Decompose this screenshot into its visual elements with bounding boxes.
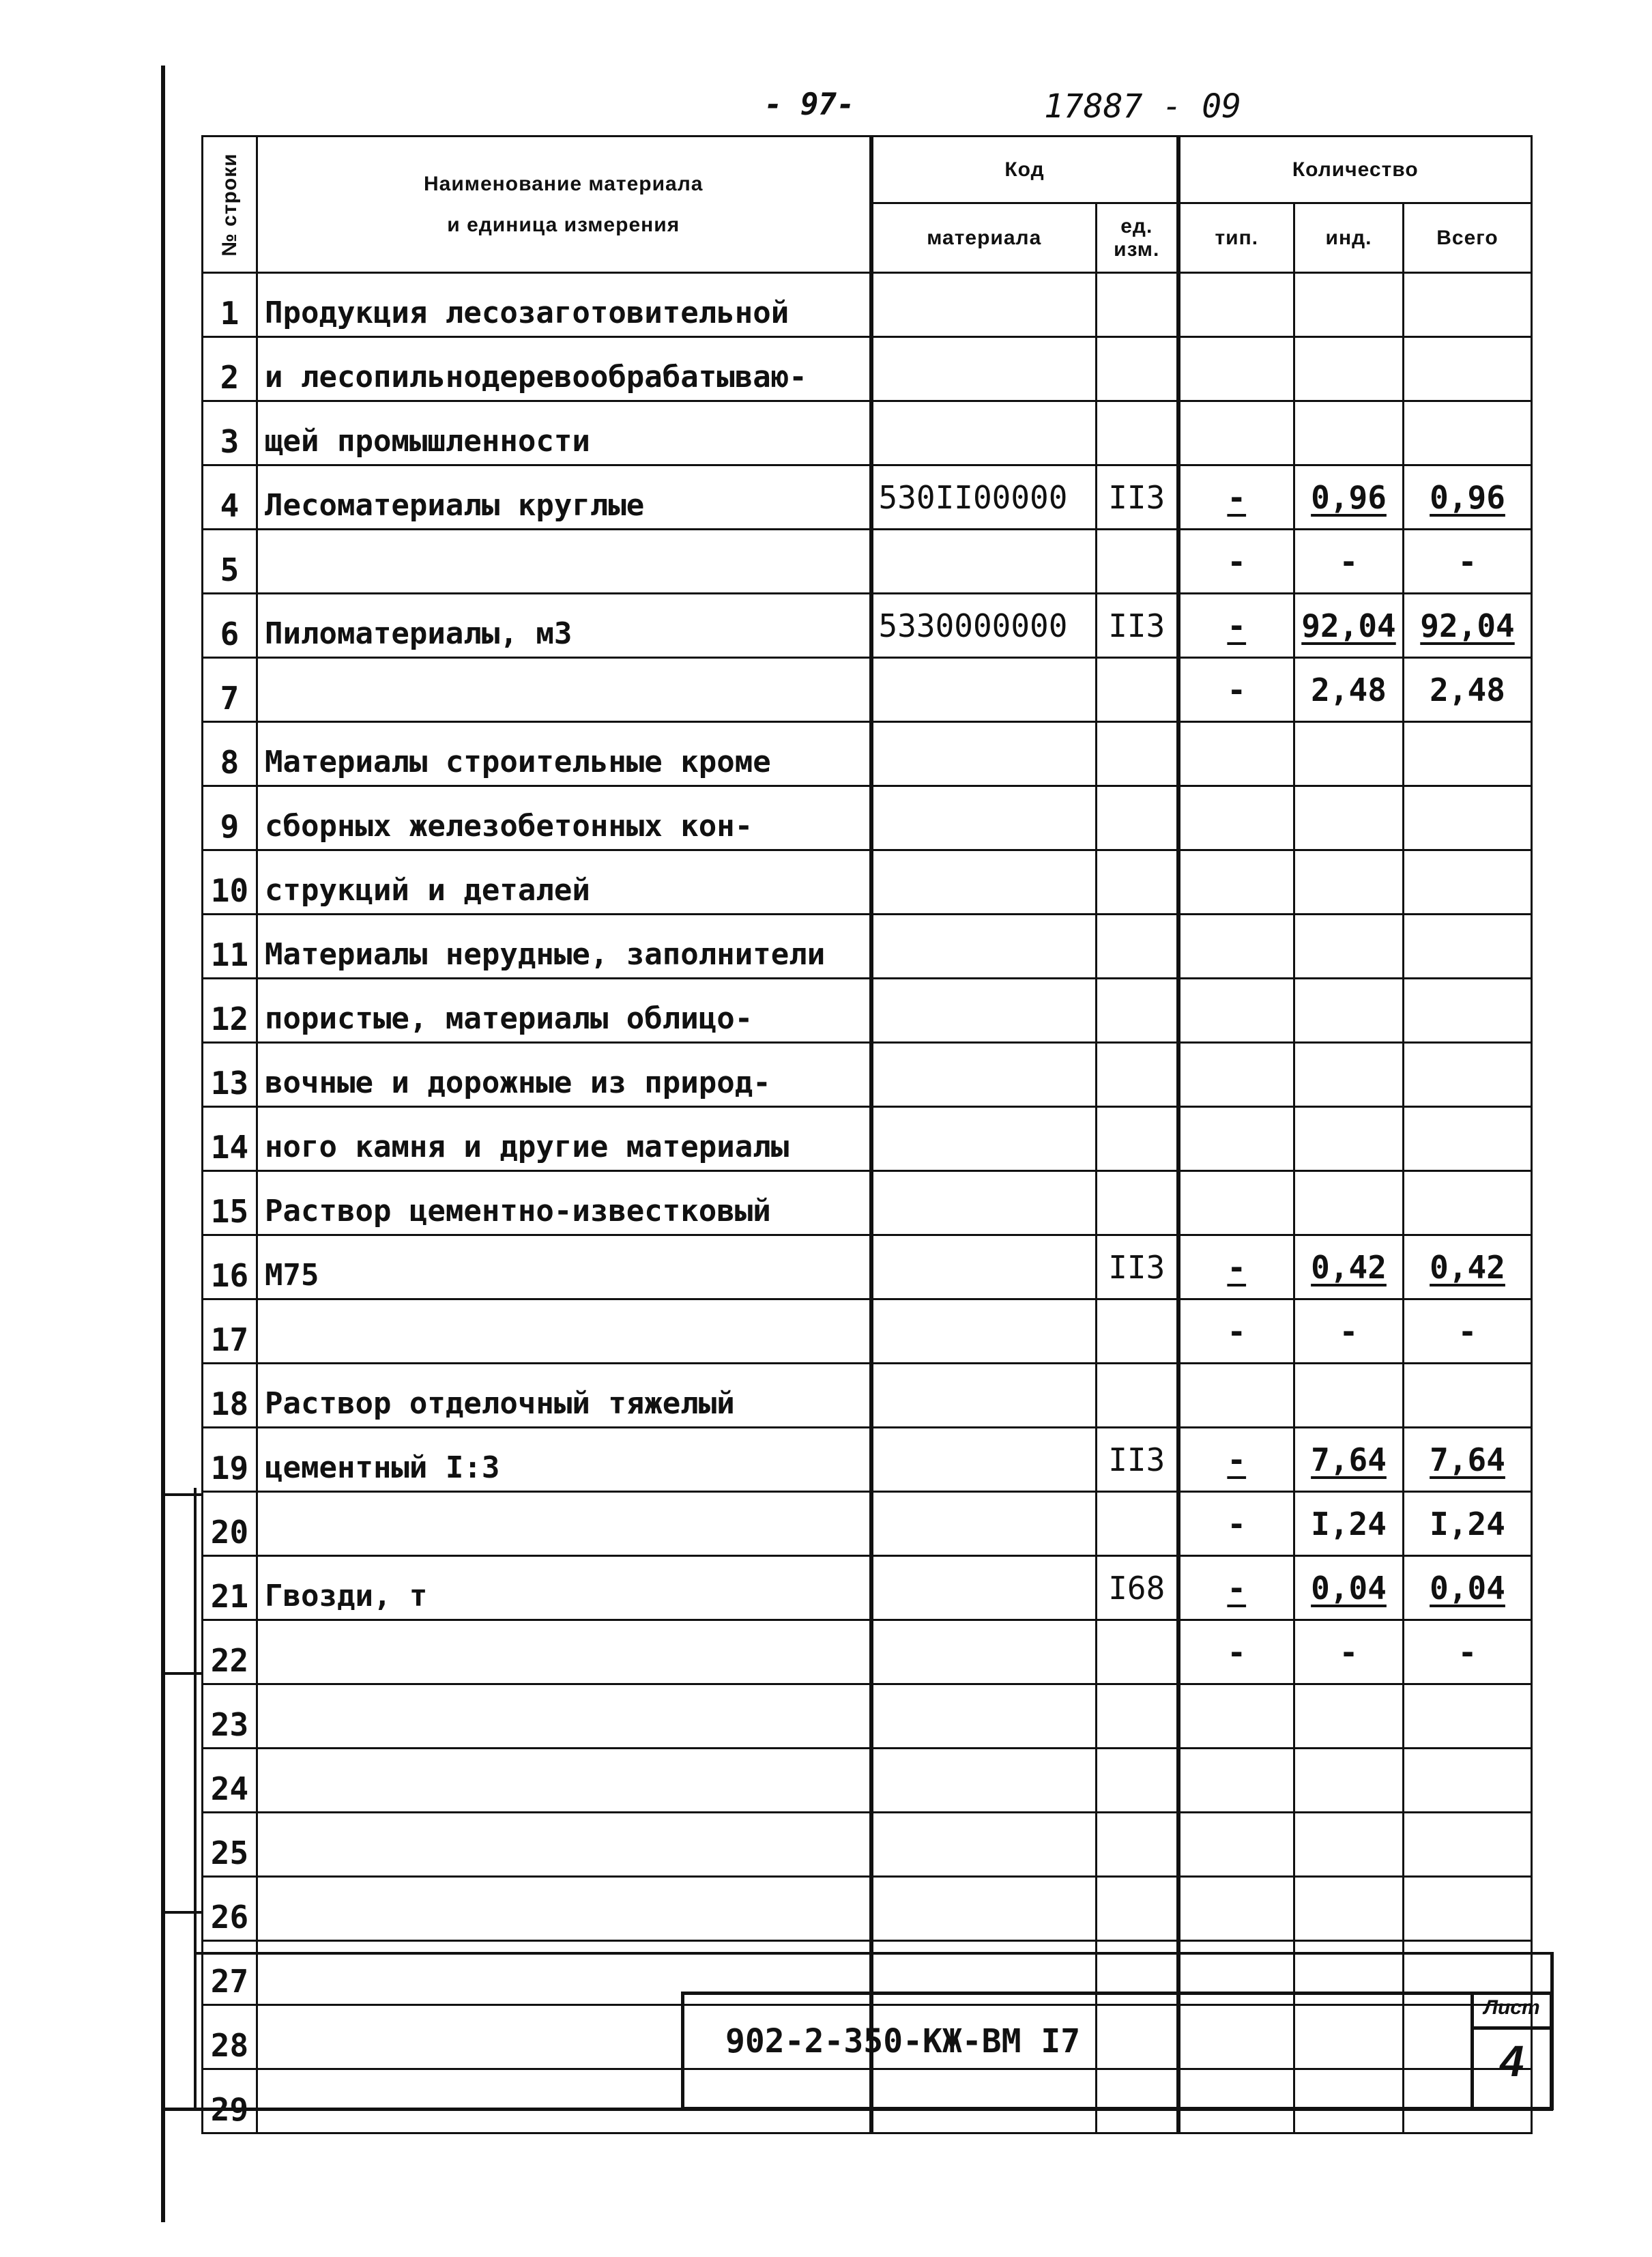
table-row (203, 850, 1532, 915)
table-row (203, 1235, 1532, 1299)
row-number-header: № строки (203, 136, 257, 273)
material-name: ного камня и другие материалы (257, 1107, 871, 1171)
qty-typ: - (1178, 1492, 1294, 1556)
unit-code (1097, 1364, 1178, 1428)
material-name (257, 1620, 871, 1684)
row-number: 12 (203, 979, 257, 1043)
table-row (203, 979, 1532, 1043)
row-number: 22 (203, 1620, 257, 1684)
qty-total: 92,04 (1404, 594, 1532, 658)
qty-total (1404, 786, 1532, 850)
qty-typ: - (1178, 658, 1294, 722)
qty-typ (1178, 1877, 1294, 1941)
qty-total: 0,42 (1404, 1235, 1532, 1299)
table-row (203, 465, 1532, 530)
material-name (257, 1877, 871, 1941)
material-name: и лесопильнодеревообрабатываю- (257, 337, 871, 401)
qty-typ (1178, 337, 1294, 401)
qty-typ: - (1178, 1299, 1294, 1364)
sheet-label: Лист (1474, 1996, 1550, 2030)
table-row (203, 1813, 1532, 1877)
qty-total (1404, 1043, 1532, 1107)
qty-ind (1294, 1043, 1404, 1107)
sheet-number: 4 (1499, 2037, 1524, 2086)
material-code (871, 530, 1097, 594)
row-number: 21 (203, 1556, 257, 1620)
table-row (203, 1364, 1532, 1428)
material-name (257, 1684, 871, 1749)
qty-total (1404, 1684, 1532, 1749)
table-row (203, 1556, 1532, 1620)
row-number: 14 (203, 1107, 257, 1171)
material-code (871, 722, 1097, 786)
qty-total: I,24 (1404, 1492, 1532, 1556)
unit-code (1097, 1877, 1178, 1941)
margin-tick (161, 1911, 202, 1914)
unit-code: II3 (1097, 1235, 1178, 1299)
qty-typ (1178, 1749, 1294, 1813)
material-code (871, 915, 1097, 979)
table-row (203, 1107, 1532, 1171)
unit-code (1097, 337, 1178, 401)
material-name: Пиломатериалы, м3 (257, 594, 871, 658)
table-row (203, 1877, 1532, 1941)
table-row (203, 337, 1532, 401)
table-row (203, 594, 1532, 658)
table-row (203, 915, 1532, 979)
qty-typ (1178, 1043, 1294, 1107)
qty-ind-header: инд. (1294, 203, 1404, 273)
material-code (871, 1556, 1097, 1620)
unit-code: II3 (1097, 594, 1178, 658)
material-name: Лесоматериалы круглые (257, 465, 871, 530)
qty-typ (1178, 979, 1294, 1043)
qty-total (1404, 337, 1532, 401)
qty-total (1404, 1877, 1532, 1941)
unit-code: II3 (1097, 465, 1178, 530)
table-row (203, 1299, 1532, 1364)
qty-typ (1178, 1107, 1294, 1171)
qty-total (1404, 979, 1532, 1043)
qty-total: - (1404, 1299, 1532, 1364)
row-number: 24 (203, 1749, 257, 1813)
row-number: 8 (203, 722, 257, 786)
unit-code (1097, 786, 1178, 850)
qty-typ: - (1178, 1620, 1294, 1684)
unit-code (1097, 850, 1178, 915)
qty-ind (1294, 273, 1404, 337)
row-number: 11 (203, 915, 257, 979)
material-name: цементный I:3 (257, 1428, 871, 1492)
qty-total (1404, 1107, 1532, 1171)
qty-typ: - (1178, 465, 1294, 530)
margin-tick (161, 1493, 202, 1496)
qty-total: - (1404, 1620, 1532, 1684)
row-number: 3 (203, 401, 257, 465)
qty-total: 7,64 (1404, 1428, 1532, 1492)
qty-typ (1178, 722, 1294, 786)
row-number: 28 (203, 2005, 257, 2069)
material-code (871, 658, 1097, 722)
qty-total-header: Всего (1404, 203, 1532, 273)
row-number: 23 (203, 1684, 257, 1749)
unit-code (1097, 1620, 1178, 1684)
qty-typ (1178, 1364, 1294, 1428)
qty-ind: - (1294, 1620, 1404, 1684)
qty-total (1404, 1749, 1532, 1813)
row-number: 15 (203, 1171, 257, 1235)
qty-ind (1294, 1813, 1404, 1877)
qty-ind: 0,42 (1294, 1235, 1404, 1299)
table-row (203, 1428, 1532, 1492)
qty-total (1404, 1364, 1532, 1428)
material-name: Раствор цементно-известковый (257, 1171, 871, 1235)
qty-total (1404, 915, 1532, 979)
qty-total: 0,04 (1404, 1556, 1532, 1620)
qty-ind (1294, 337, 1404, 401)
row-number: 29 (203, 2069, 257, 2133)
unit-code (1097, 1107, 1178, 1171)
qty-typ: - (1178, 1428, 1294, 1492)
qty-ind (1294, 401, 1404, 465)
material-code (871, 1620, 1097, 1684)
qty-ind: 7,64 (1294, 1428, 1404, 1492)
qty-ind (1294, 1364, 1404, 1428)
row-number: 7 (203, 658, 257, 722)
material-name: Гвозди, т (257, 1556, 871, 1620)
material-name (257, 1299, 871, 1364)
qty-ind (1294, 1877, 1404, 1941)
unit-code (1097, 1492, 1178, 1556)
table-row (203, 786, 1532, 850)
qty-total (1404, 850, 1532, 915)
material-code (871, 401, 1097, 465)
qty-typ: - (1178, 1235, 1294, 1299)
code-group-header: Код (871, 136, 1178, 203)
material-code (871, 1043, 1097, 1107)
material-code (871, 1877, 1097, 1941)
material-code (871, 1492, 1097, 1556)
table-row (203, 722, 1532, 786)
row-number: 1 (203, 273, 257, 337)
materials-table (201, 135, 1533, 2134)
material-code (871, 1299, 1097, 1364)
margin-tick (161, 1672, 202, 1675)
qty-typ-header: тип. (1178, 203, 1294, 273)
material-code (871, 273, 1097, 337)
qty-ind (1294, 722, 1404, 786)
qty-ind (1294, 915, 1404, 979)
qty-ind: - (1294, 1299, 1404, 1364)
qty-ind: 2,48 (1294, 658, 1404, 722)
qty-total (1404, 273, 1532, 337)
unit-code (1097, 1684, 1178, 1749)
table-row (203, 1684, 1532, 1749)
qty-total: 0,96 (1404, 465, 1532, 530)
material-code (871, 1749, 1097, 1813)
table-row (203, 1171, 1532, 1235)
material-name (257, 1492, 871, 1556)
qty-ind: 92,04 (1294, 594, 1404, 658)
row-number: 16 (203, 1235, 257, 1299)
qty-typ (1178, 1171, 1294, 1235)
material-code (871, 1171, 1097, 1235)
row-number: 20 (203, 1492, 257, 1556)
qty-ind (1294, 1171, 1404, 1235)
material-name: щей промышленности (257, 401, 871, 465)
sheet-box (1470, 1995, 1550, 2111)
material-code (871, 850, 1097, 915)
material-name: пористые, материалы облицо- (257, 979, 871, 1043)
material-name: Раствор отделочный тяжелый (257, 1364, 871, 1428)
qty-typ (1178, 273, 1294, 337)
table-row (203, 1620, 1532, 1684)
qty-typ: - (1178, 594, 1294, 658)
unit-code: I68 (1097, 1556, 1178, 1620)
code-unit-header: ед. изм. (1097, 203, 1178, 273)
qty-total (1404, 401, 1532, 465)
row-number: 10 (203, 850, 257, 915)
row-number: 5 (203, 530, 257, 594)
table-row (203, 658, 1532, 722)
inner-margin-line (194, 1488, 197, 2109)
qty-ind: - (1294, 530, 1404, 594)
row-number: 18 (203, 1364, 257, 1428)
table-row (203, 1043, 1532, 1107)
row-number: 13 (203, 1043, 257, 1107)
material-code (871, 1813, 1097, 1877)
qty-typ (1178, 915, 1294, 979)
material-name: М75 (257, 1235, 871, 1299)
qty-ind (1294, 850, 1404, 915)
material-code (871, 1428, 1097, 1492)
table-row (203, 1492, 1532, 1556)
material-code (871, 979, 1097, 1043)
row-number: 9 (203, 786, 257, 850)
unit-code (1097, 401, 1178, 465)
qty-ind: 0,96 (1294, 465, 1404, 530)
unit-code (1097, 273, 1178, 337)
row-number: 26 (203, 1877, 257, 1941)
qty-typ (1178, 1684, 1294, 1749)
qty-typ (1178, 850, 1294, 915)
quantity-group-header: Количество (1178, 136, 1532, 203)
title-block (681, 1992, 1553, 2110)
material-code (871, 337, 1097, 401)
qty-typ (1178, 1813, 1294, 1877)
binding-margin-line (161, 66, 165, 2222)
material-code (871, 786, 1097, 850)
qty-typ (1178, 401, 1294, 465)
material-name (257, 1813, 871, 1877)
qty-total (1404, 1813, 1532, 1877)
unit-code (1097, 1813, 1178, 1877)
row-number: 4 (203, 465, 257, 530)
qty-ind (1294, 979, 1404, 1043)
material-name: Продукция лесозаготовительной (257, 273, 871, 337)
unit-code (1097, 979, 1178, 1043)
code-material-header: материала (871, 203, 1097, 273)
row-number: 25 (203, 1813, 257, 1877)
qty-ind (1294, 786, 1404, 850)
row-number: 6 (203, 594, 257, 658)
material-name: вочные и дорожные из природ- (257, 1043, 871, 1107)
row-number: 27 (203, 1941, 257, 2005)
material-code: 5330000000 (871, 594, 1097, 658)
unit-code (1097, 1043, 1178, 1107)
table-row (203, 1749, 1532, 1813)
material-code: 530II00000 (871, 465, 1097, 530)
material-code (871, 1235, 1097, 1299)
row-number: 2 (203, 337, 257, 401)
row-number: 19 (203, 1428, 257, 1492)
qty-ind: 0,04 (1294, 1556, 1404, 1620)
qty-total (1404, 1171, 1532, 1235)
material-code (871, 1364, 1097, 1428)
unit-code (1097, 915, 1178, 979)
material-name (257, 1749, 871, 1813)
unit-code (1097, 1299, 1178, 1364)
qty-total: 2,48 (1404, 658, 1532, 722)
material-code (871, 1107, 1097, 1171)
qty-ind (1294, 1684, 1404, 1749)
drawing-designation: 902-2-350-КЖ-ВМ I7 (725, 2022, 1081, 2060)
unit-code (1097, 1171, 1178, 1235)
material-name: Материалы нерудные, заполнители (257, 915, 871, 979)
material-name: струкций и деталей (257, 850, 871, 915)
unit-code (1097, 658, 1178, 722)
material-name: сборных железобетонных кон- (257, 786, 871, 850)
material-name-header: Наименование материала и единица измерения (257, 136, 871, 273)
qty-ind (1294, 1749, 1404, 1813)
qty-typ: - (1178, 530, 1294, 594)
qty-total (1404, 722, 1532, 786)
material-name: Материалы строительные кроме (257, 722, 871, 786)
material-code (871, 1684, 1097, 1749)
unit-code (1097, 722, 1178, 786)
unit-code: II3 (1097, 1428, 1178, 1492)
page-number: - 97- (764, 87, 855, 122)
row-number: 17 (203, 1299, 257, 1364)
unit-code (1097, 1749, 1178, 1813)
qty-typ: - (1178, 1556, 1294, 1620)
document-number: 17887 - 09 (1044, 87, 1241, 126)
table-row (203, 530, 1532, 594)
qty-ind: I,24 (1294, 1492, 1404, 1556)
material-name (257, 530, 871, 594)
qty-total: - (1404, 530, 1532, 594)
qty-typ (1178, 786, 1294, 850)
qty-ind (1294, 1107, 1404, 1171)
material-name (257, 658, 871, 722)
unit-code (1097, 530, 1178, 594)
table-row (203, 273, 1532, 337)
table-row (203, 401, 1532, 465)
